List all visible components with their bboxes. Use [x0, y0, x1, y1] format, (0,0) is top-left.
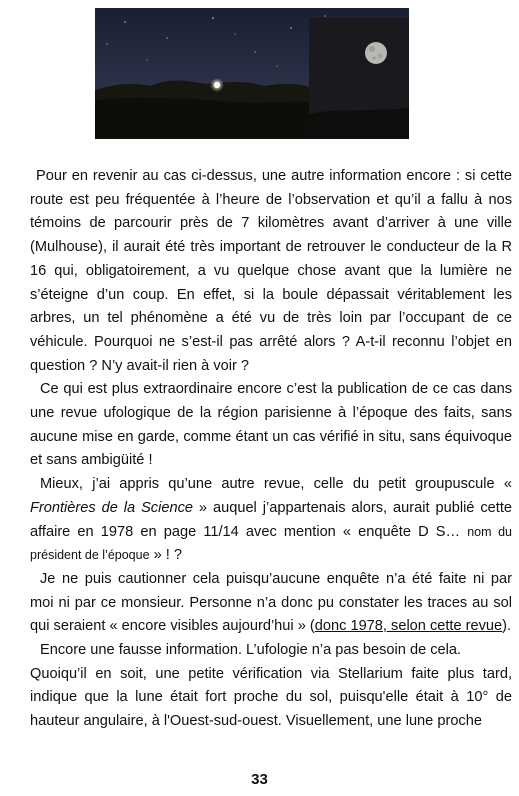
paragraph-3-part-b: » auquel j’appartenais alors, aurait publié cette affaire en 1978 en page 11/14 avec mention « enquête D S…: [30, 499, 512, 540]
paragraph-3-part-a: Mieux, j’ai appris qu’une autre revue, celle du petit groupuscule «: [40, 476, 512, 493]
paragraph-6: Quoiqu’il en soit, une petite vérification via Stellarium faite plus tard, indique que la lune était fort proche du sol, puisqu'elle était à 10° de hauteur angulaire, à l'Ouest-sud-ouest. Visuellement, une lune proche: [30, 665, 512, 730]
stellarium-night-sky-image: [95, 8, 409, 139]
night-sky-figure: [95, 8, 409, 139]
paragraph-1: Pour en revenir au cas ci-dessus, une autre information encore : si cette route est peu fréquentée à l’heure de l’observation et qu’il a fallu à nos témoins de parcourir près de 7 kilomètres avant d’arriver à une ville (Mulhouse), il aurait été très important de retrouver le conducteur de la R 16 qui, obligatoirement, a vu quelque chose avant que la lumière ne s’éteigne d’un coup. En effet, si la boule dépassait véritablement les arbres, un tel phénomène a été vu de très loin par l’occupant de ce véhicule. Pourquoi ne s’est-il pas arrêté alors ? A-t-il reconnu l’objet en question ? N’y avait-il rien à voir ?: [30, 168, 512, 374]
paragraph-4: [30, 568, 512, 639]
paragraph-3-small: nom du président de l’époque: [30, 524, 512, 563]
paragraph-2: Ce qui est plus extraordinaire encore c’est la publication de ce cas dans une revue ufologique de la région parisienne à l’époque des faits, sans aucune mise en garde, comme étant un cas vérifié in situ, sans équivoque et sans ambigüité !: [30, 381, 512, 469]
paragraph-5: Encore une fausse information. L’ufologie n’a pas besoin de cela.: [40, 642, 462, 659]
page-number: 33: [251, 771, 268, 788]
paragraph-3: [30, 473, 512, 568]
paragraph-3-part-c: » ! ?: [149, 547, 182, 564]
body-text: [30, 165, 512, 734]
paragraph-3-italic: Frontières de la Science: [30, 499, 193, 516]
paragraph-4-part-b: ).: [502, 618, 512, 635]
paragraph-4-part-a: Je ne puis cautionner cela puisqu’aucune enquête n’a été faite ni par moi ni par ce monsieur. Personne n’a donc pu constater les traces au sol qui seraient « encore visibles aujourd’hui » (: [30, 570, 512, 635]
paragraph-4-underline: donc 1978, selon cette revue: [314, 618, 503, 635]
